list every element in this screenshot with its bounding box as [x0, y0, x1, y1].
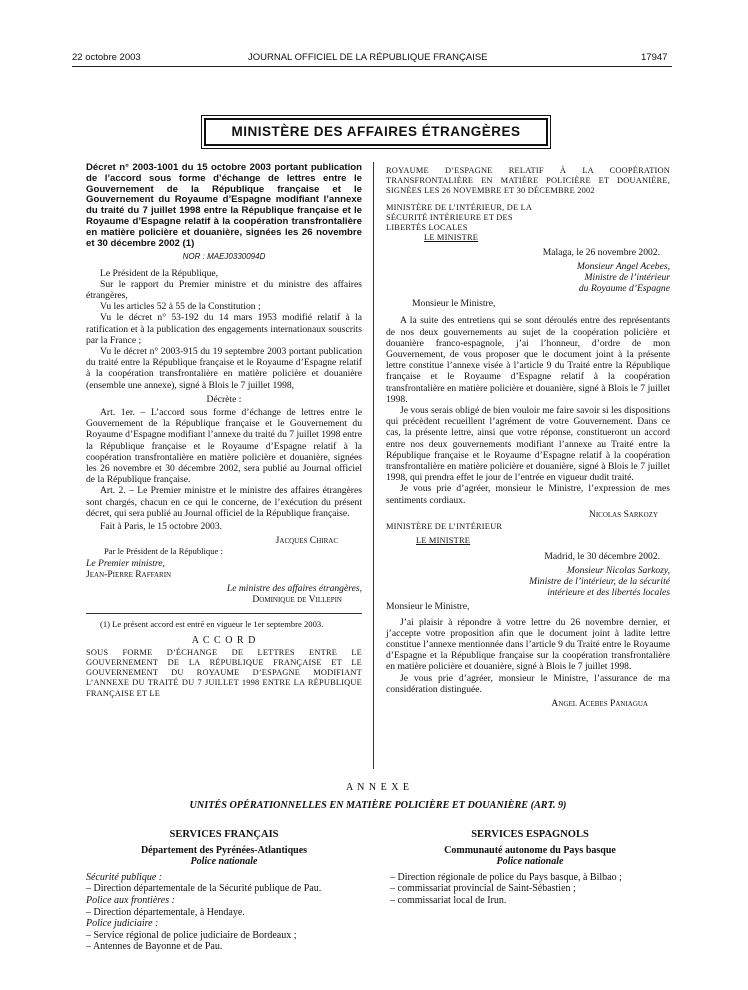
letter1-paragraph: Je vous prie d’agréer, monsieur le Ministre, l’expression de mes sentiments cordiaux. [386, 483, 670, 506]
header-date: 22 octobre 2003 [72, 52, 141, 63]
departement-title: Département des Pyrénées-Atlantiques [140, 844, 308, 856]
decrete-label: Décrète : [206, 393, 242, 405]
fr-line-unit: – Direction départementale de la Sécurité publique de Pau. [86, 883, 322, 895]
accord-heading: A C C O R D [191, 634, 257, 646]
fr-line-category: Sécurité publique : [86, 871, 163, 883]
intro-line: Vu les articles 52 à 55 de la Constitution ; [100, 301, 261, 313]
intro-line: Sur le rapport du Premier ministre et du ministre des affaires étrangères, [86, 278, 362, 301]
accord-subtitle-cont: ROYAUME D’ESPAGNE RELATIF À LA COOPÉRATION TRANSFRONTALIÈRE EN MATIÈRE POLICIÈRE ET DOUANIÈRE, SIGNÉES LES 26 NOVEMBRE ET 30 DÉCEMBRE 2002 [386, 166, 670, 196]
footnote-rule [86, 613, 362, 614]
nor-reference: NOR : MAEJ0330094D [182, 252, 266, 262]
letter2-salutation: Monsieur le Ministre, [386, 601, 470, 613]
journal-title: JOURNAL OFFICIEL DE LA RÉPUBLIQUE FRANÇAISE [248, 52, 488, 63]
fr-line-unit: – Antennes de Bayonne et de Pau. [86, 941, 223, 953]
decree-title: Décret n° 2003-1001 du 15 octobre 2003 portant publication de l’accord sous forme d’échange de lettres entre le Gouvernement de la République française et le Gouvernement du Royaume d’Espagne modifiant l’annexe du traité du 7 juillet 1998 entre la République française et le Royaume d’Espagne relatif à la coopération transfrontalière en matière policière et douanière, signées les 26 novembre et 30 décembre 2002 (1) [86, 162, 362, 249]
signer-chirac: Jacques Chirac [275, 535, 338, 547]
ministry-interieur-1: MINISTÈRE DE L’INTÉRIEUR, DE LA SÉCURITÉ INTÉRIEURE ET DES LIBERTÉS LOCALES [386, 202, 532, 233]
mae-name: Dominique de Villepin [252, 594, 342, 606]
page-number: 17947 [641, 52, 668, 63]
fr-line-category: Police aux frontières : [86, 894, 175, 906]
communaute-title: Communauté autonome du Pays basque [444, 844, 616, 856]
services-espagnols [390, 829, 670, 907]
article-2: Art. 2. – Le Premier ministre et le ministre des affaires étrangères sont chargés, chacun en ce qui le concerne, de l’exécution du présent décret, qui sera publié au Journal officiel de la République française. [86, 485, 362, 519]
par-le-president: Par le Président de la République : [104, 546, 223, 557]
pm-title: Le Premier ministre, [86, 557, 165, 569]
le-ministre-1: LE MINISTRE [424, 233, 479, 243]
accord-subtitle: SOUS FORME D’ÉCHANGE DE LETTRES ENTRE LE GOUVERNEMENT DE LA RÉPUBLIQUE FRANÇAISE ET LE GOUVERNEMENT DU ROYAUME D’ESPAGNE MODIFIANT L’ANNEXE DU TRAITÉ DU 7 JUILLET 1998 ENTRE LA RÉPUBLIQUE FRANÇAISE ET LE [86, 647, 362, 698]
letter1-salutation: Monsieur le Ministre, [412, 298, 496, 310]
letter1-address-2: Ministre de l’intérieur [584, 271, 670, 283]
pm-name: Jean-Pierre Raffarin [86, 568, 172, 580]
ministry-title: MINISTÈRE DES AFFAIRES ÉTRANGÈRES [204, 118, 548, 146]
annex-heading: A N N E X E [345, 782, 411, 793]
letter1-date: Malaga, le 26 novembre 2002. [542, 247, 660, 259]
header-rule [72, 66, 672, 67]
signer-acebes: Angel Acebes Paniagua [551, 697, 648, 709]
letter1-paragraph: A la suite des entretiens qui se sont déroulés entre des représentants de nos deux gouvernements au sujet de la coopération policière et douanière franco-espagnole, j’ai l’honneur, d’ordre de mon Gouvernement, de vous proposer que le document joint à la présente lettre constitue l’annexe visée à l’article 9 du Traité entre la République française et le Royaume d’Espagne relatif à la coopération transfrontalière en matière policière et douanière, signé à Blois le 7 juillet 1998. [386, 315, 670, 405]
fr-line-unit: – Service régional de police judiciaire de Bordeaux ; [86, 929, 297, 941]
decree-intro [86, 268, 362, 391]
letter1-address-1: Monsieur Angel Acebes, [576, 260, 670, 272]
letter1-paragraph: Je vous serais obligé de bien vouloir me faire savoir si les dispositions qui précèdent recueillent l’agrément de votre Gouvernement. Dans ce cas, la présente lettre, ainsi que votre réponse, constitueront un accord entre nos deux gouvernements modifiant l’annexe au Traité entre la République française et le Royaume d’Espagne relatif à la coopération transfrontalière en matière policière et douanière, signé à Blois le 7 juillet 1998, qui prendra effet le jour de l’entrée en vigueur dudit traité. [386, 405, 670, 484]
intro-line: Vu le décret n° 2003-915 du 19 septembre 2003 portant publication du traité entre la République française et le Royaume d’Espagne relatif à la coopération transfrontalière en matière policière et douanière (ensemble une annexe), signé à Blois le 7 juillet 1998, [86, 346, 362, 391]
intro-line: Le Président de la République, [100, 267, 219, 279]
signer-sarkozy: Nicolas Sarkozy [588, 508, 658, 520]
police-nationale-es: Police nationale [496, 856, 564, 868]
fr-line-unit: – Direction départementale, à Hendaye. [86, 906, 245, 918]
services-francais [86, 829, 362, 953]
left-column [86, 163, 362, 699]
column-divider [373, 162, 374, 769]
letter2-paragraph: J’ai plaisir à répondre à votre lettre du 26 novembre dernier, et j’accepte votre proposition afin que le document joint à ladite lettre constitue l’annexe mentionnée dans l’article 9 du Traité entre le Royaume d’Espagne et la République française sur la coopération transfrontalière en matière policière et douanière, signé à Blois le 7 juillet 1998. [386, 616, 670, 673]
le-ministre-2: LE MINISTRE [416, 536, 471, 546]
intro-line: Vu le décret n° 53-192 du 14 mars 1953 modifié relatif à la ratification et à la publication des engagements internationaux souscrits par la France ; [86, 312, 362, 346]
fait-a-paris: Fait à Paris, le 15 octobre 2003. [100, 521, 223, 533]
es-line-unit: – commissariat local de Irun. [390, 894, 507, 906]
right-column [386, 166, 670, 709]
footnote: (1) Le présent accord est entré en vigueur le 1er septembre 2003. [100, 619, 324, 630]
es-line-unit: – commissariat provincial de Saint-Sébastien ; [390, 883, 576, 895]
mae-title: Le ministre des affaires étrangères, [226, 583, 362, 595]
fr-line-category: Police judiciaire : [86, 918, 159, 930]
annex-subtitle: UNITÉS OPÉRATIONNELLES EN MATIÈRE POLICIÈRE ET DOUANIÈRE (ART. 9) [189, 800, 567, 811]
ministry-interieur-2: MINISTÈRE DE L’INTÉRIEUR [386, 522, 503, 532]
letter2-date: Madrid, le 30 décembre 2002. [544, 550, 660, 562]
letter2-address-3: intérieure et des libertés locales [547, 587, 670, 599]
services-espagnols-title: SERVICES ESPAGNOLS [471, 829, 589, 840]
letter2-address-1: Monsieur Nicolas Sarkozy, [566, 564, 670, 576]
es-line-unit: – Direction régionale de police du Pays basque, à Bilbao ; [390, 871, 622, 883]
letter1-address-3: du Royaume d’Espagne [578, 283, 670, 295]
article-1: Art. 1er. – L’accord sous forme d’échange de lettres entre le Gouvernement de la République française et le Gouvernement du Royaume d’Espagne modifiant l’annexe du traité du 7 juillet 1998 entre la République française et le Royaume d’Espagne relatif à la coopération transfrontalière en matière policière et douanière, signées les 26 novembre et 30 décembre 2002, sera publié au Journal officiel de la République française. [86, 407, 363, 486]
letter2-address-2: Ministre de l’intérieur, de la sécurité [529, 575, 670, 587]
police-nationale-fr: Police nationale [190, 856, 258, 868]
services-francais-title: SERVICES FRANÇAIS [169, 829, 279, 840]
letter2-paragraph: Je vous prie d’agréer, monsieur le Ministre, l’assurance de ma considération distinguée. [386, 672, 670, 695]
